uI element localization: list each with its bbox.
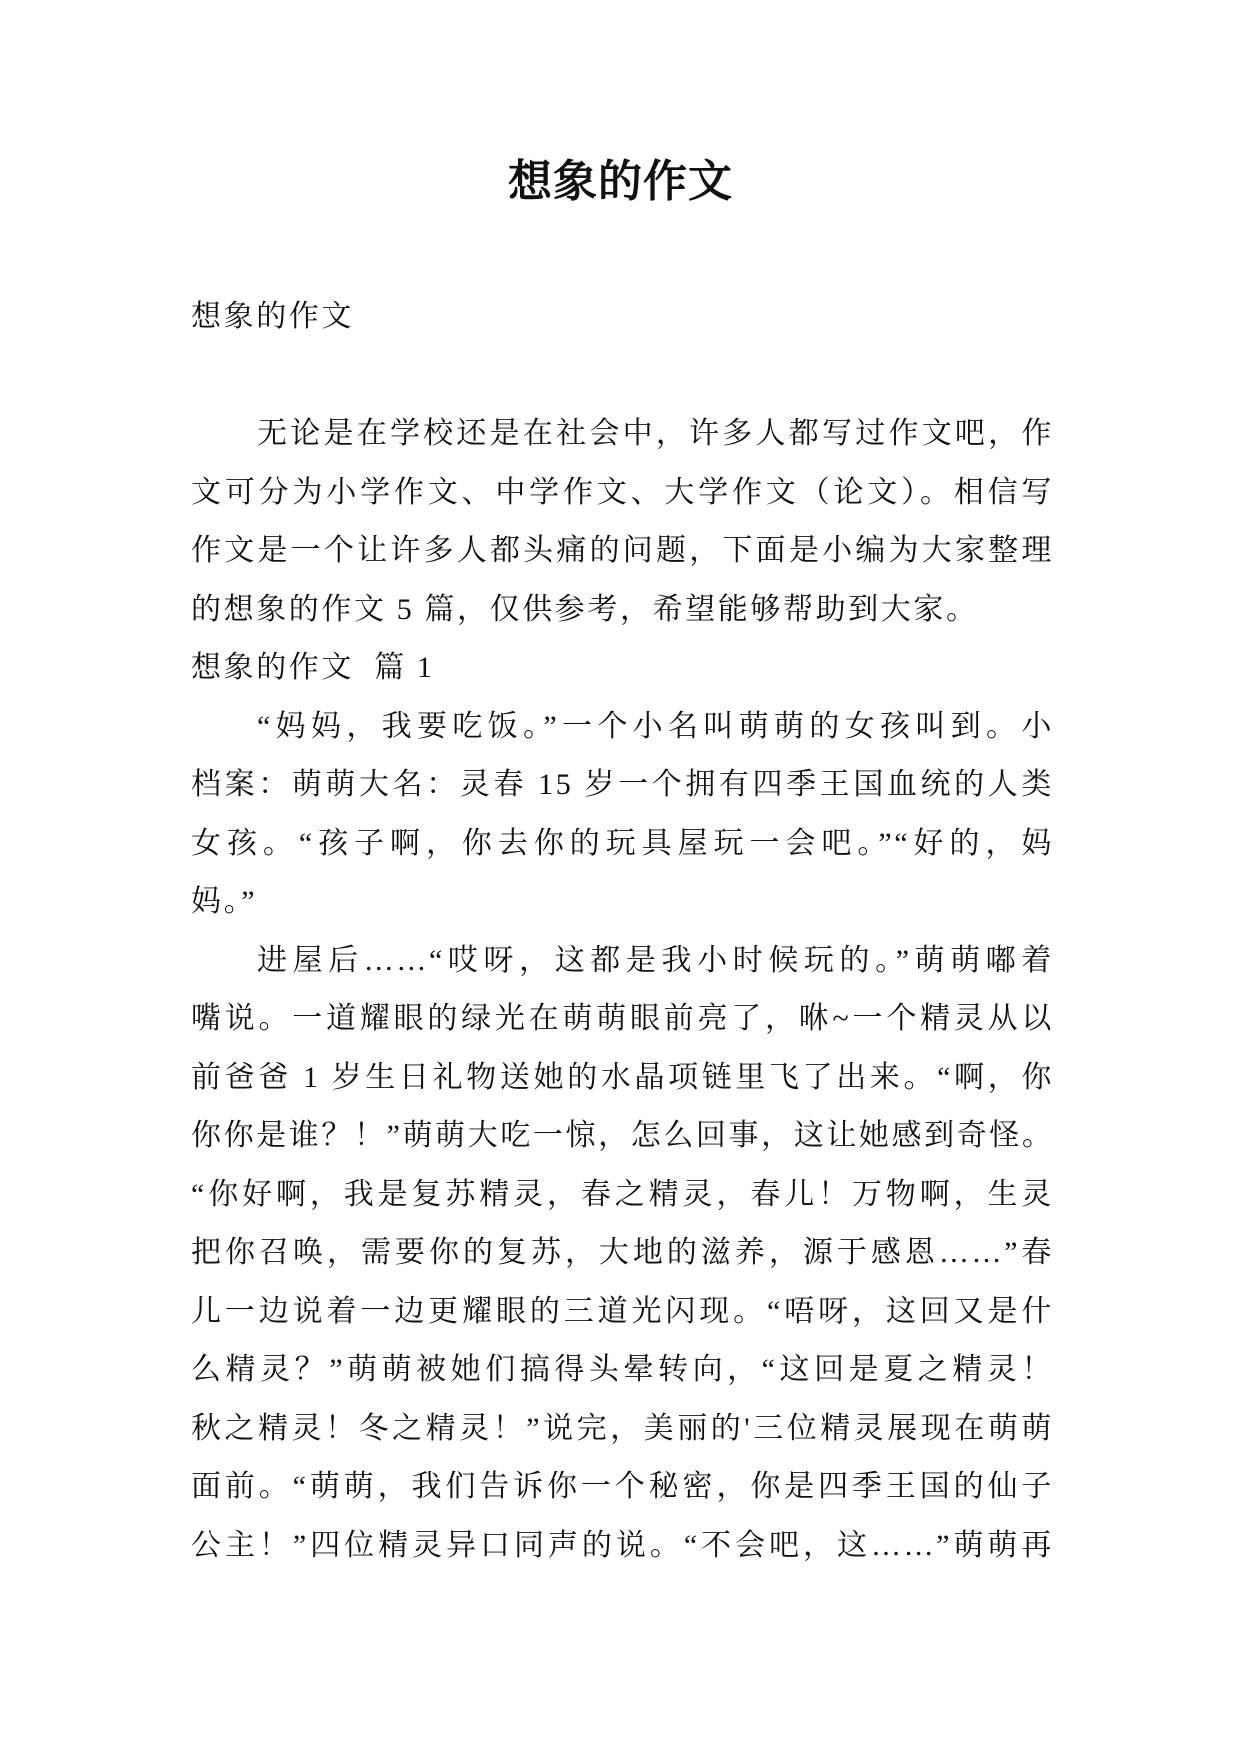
text-line: 女孩。“孩子啊，你去你的玩具屋玩一会吧。”“好的，妈 <box>191 826 1054 860</box>
text-line: 面前。“萌萌，我们告诉你一个秘密，你是四季王国的仙子 <box>191 1470 1054 1503</box>
text-line: “妈妈，我要吃饭。”一个小名叫萌萌的女孩叫到。小 <box>257 709 1054 743</box>
section-paragraph <box>191 932 1054 1576</box>
text-line: 嘴说。一道耀眼的绿光在萌萌眼前亮了，咻~一个精灵从以 <box>191 1002 1054 1035</box>
section-heading: 想象的作文 篇 1 <box>191 651 435 684</box>
blank-line <box>191 347 1054 406</box>
text-line: 无论是在学校还是在社会中，许多人都写过作文吧，作 <box>257 417 1054 450</box>
text-line: 秋之精灵！冬之精灵！”说完，美丽的'三位精灵展现在萌萌 <box>191 1411 1054 1445</box>
text-line: “你好啊，我是复苏精灵，春之精灵，春儿！万物啊，生灵 <box>191 1177 1054 1211</box>
text-line: 作文是一个让许多人都头痛的问题，下面是小编为大家整理 <box>191 534 1054 567</box>
text-line: 你你是谁？！”萌萌大吃一惊，怎么回事，这让她感到奇怪。 <box>191 1119 1055 1152</box>
text-line: 档案：萌萌大名：灵春 15 岁一个拥有四季王国血统的人类 <box>191 768 1054 801</box>
text-line: 儿一边说着一边更耀眼的三道光闪现。“唔呀，这回又是什 <box>191 1294 1054 1328</box>
text-line: 妈。” <box>191 885 258 918</box>
text-line: 公主！”四位精灵异口同声的说。“不会吧，这……”萌萌再 <box>191 1528 1054 1562</box>
text-line: 前爸爸 1 岁生日礼物送她的水晶项链里飞了出来。“啊，你 <box>191 1060 1054 1094</box>
text-line: 把你召唤，需要你的复苏，大地的滋养，源于感恩……”春 <box>191 1236 1054 1269</box>
text-line: 么精灵？”萌萌被她们搞得头晕转向，“这回是夏之精灵！ <box>191 1353 1054 1386</box>
text-line: 的想象的作文 5 篇，仅供参考，希望能够帮助到大家。 <box>191 592 979 626</box>
document-title: 想象的作文 <box>508 157 733 206</box>
document-subtitle: 想象的作文 <box>191 300 354 333</box>
text-line: 进屋后……“哎呀，这都是我小时候玩的。”萌萌嘟着 <box>257 943 1054 977</box>
document-body <box>191 288 1054 1575</box>
text-line: 文可分为小学作文、中学作文、大学作文（论文）。相信写 <box>191 475 1054 509</box>
intro-paragraph <box>191 405 1054 639</box>
section-paragraph <box>191 698 1054 932</box>
